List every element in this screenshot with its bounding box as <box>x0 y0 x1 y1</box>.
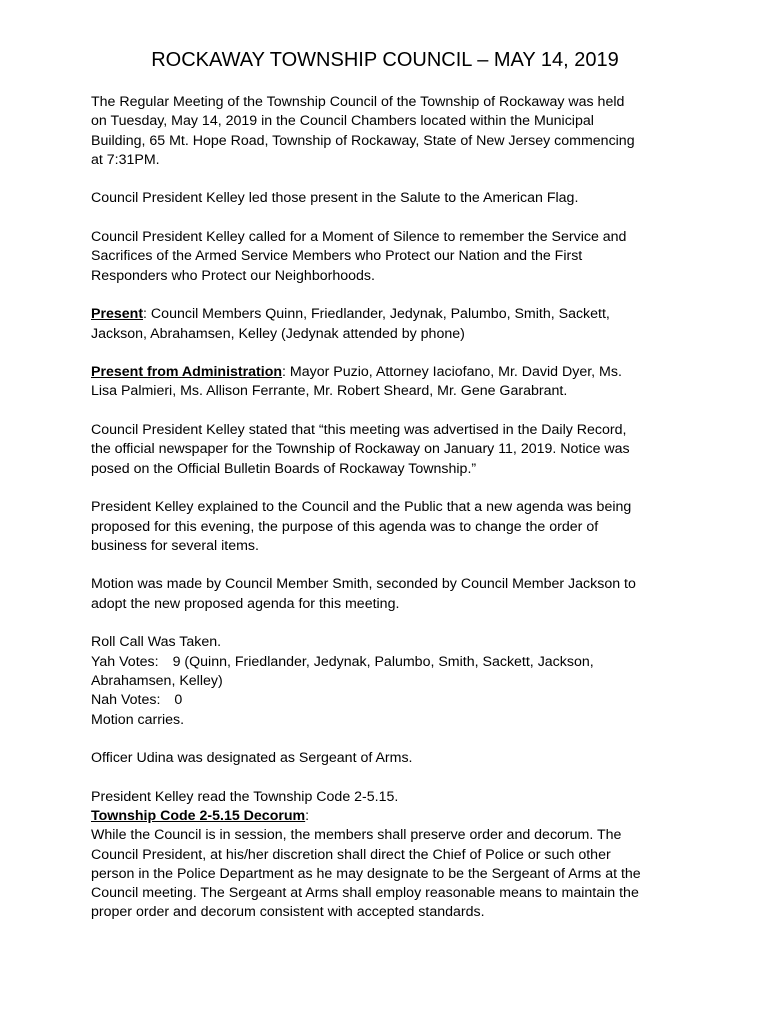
text-line: Council President Kelley stated that “this meeting was advertised in the Daily Record, <box>91 422 627 439</box>
text-line: adopt the new proposed agenda for this meeting. <box>91 595 400 612</box>
text-line: Jackson, Abrahamsen, Kelley (Jedynak attended by phone) <box>91 325 465 342</box>
text-line: person in the Police Department as he may designate to be the Sergeant of Arms at the <box>91 865 641 882</box>
moment-of-silence-paragraph <box>91 228 691 286</box>
present-admin-members: : Mayor Puzio, Attorney Iaciofano, Mr. David Dyer, Ms. <box>282 364 622 381</box>
text-line: Council President Kelley called for a Moment of Silence to remember the Service and <box>91 229 627 246</box>
sergeant-paragraph <box>91 749 691 768</box>
text-line: Sacrifices of the Armed Service Members who Protect our Nation and the First <box>91 248 583 265</box>
new-agenda-paragraph <box>91 498 691 556</box>
yah-votes-value: 9 (Quinn, Friedlander, Jedynak, Palumbo, Smith, Sackett, Jackson, <box>172 653 594 670</box>
text-line: The Regular Meeting of the Township Council of the Township of Rockaway was held <box>91 94 625 110</box>
motion-result: Motion carries. <box>91 711 185 728</box>
advertised-paragraph <box>91 421 691 479</box>
document-body <box>91 93 691 942</box>
text-line: Council President Kelley led those present in the Salute to the American Flag. <box>91 190 579 207</box>
text-line: President Kelley explained to the Council and the Public that a new agenda was being <box>91 499 632 516</box>
roll-call-paragraph <box>91 633 691 729</box>
text-line: Council meeting. The Sergeant at Arms shall employ reasonable means to maintain the <box>91 885 639 902</box>
yah-votes-label: Yah Votes: <box>91 653 159 670</box>
text-line: proper order and decorum consistent with accepted standards. <box>91 904 485 921</box>
text-line: at 7:31PM. <box>91 151 160 168</box>
township-code-label: Township Code 2-5.15 Decorum <box>91 807 306 824</box>
text-line: the official newspaper for the Township of Rockaway on January 11, 2019. Notice was <box>91 441 630 458</box>
roll-call-heading: Roll Call Was Taken. <box>91 634 222 651</box>
flag-salute-paragraph <box>91 189 691 208</box>
yah-votes-continued: Abrahamsen, Kelley) <box>91 672 223 689</box>
present-members: : Council Members Quinn, Friedlander, Jedynak, Palumbo, Smith, Sackett, <box>143 306 610 323</box>
text-line: Motion was made by Council Member Smith, seconded by Council Member Jackson to <box>91 576 636 593</box>
township-code-paragraph <box>91 788 691 923</box>
text-line: Building, 65 Mt. Hope Road, Township of Rockaway, State of New Jersey commencing <box>91 132 635 149</box>
text-line: Council President, at his/her discretion shall direct the Chief of Police or such other <box>91 846 611 863</box>
present-paragraph <box>91 305 691 344</box>
present-label: Present <box>91 306 144 323</box>
document-title: ROCKAWAY TOWNSHIP COUNCIL – MAY 14, 2019 <box>151 49 619 71</box>
intro-paragraph <box>91 93 691 170</box>
text-line: Officer Udina was designated as Sergeant of Arms. <box>91 750 413 767</box>
text-line: Responders who Protect our Neighborhoods. <box>91 267 375 284</box>
text-line: While the Council is in session, the members shall preserve order and decorum. The <box>91 827 622 844</box>
text-line: proposed for this evening, the purpose of this agenda was to change the order of <box>91 518 599 535</box>
text-line: posed on the Official Bulletin Boards of Rockaway Township.” <box>91 460 477 477</box>
code-read-line: President Kelley read the Township Code 2-5.15. <box>91 788 399 805</box>
text-line: business for several items. <box>91 537 259 554</box>
township-code-label-suffix: : <box>305 807 310 824</box>
present-admin-label: Present from Administration <box>91 364 283 381</box>
motion-paragraph <box>91 575 691 614</box>
text-line: on Tuesday, May 14, 2019 in the Council Chambers located within the Municipal <box>91 113 594 130</box>
nah-votes-label: Nah Votes: <box>91 692 161 709</box>
present-admin-paragraph <box>91 363 691 402</box>
nah-votes-value: 0 <box>174 692 183 709</box>
text-line: Lisa Palmieri, Ms. Allison Ferrante, Mr. Robert Sheard, Mr. Gene Garabrant. <box>91 383 568 400</box>
